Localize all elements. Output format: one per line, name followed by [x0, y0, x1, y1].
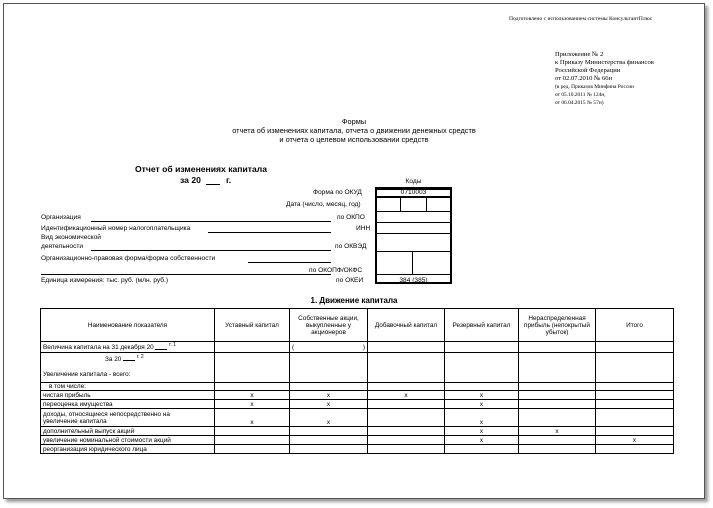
- row-label: [41, 409, 215, 427]
- unit-label: Единица измерения: тыс. руб. (млн. руб.): [41, 277, 169, 284]
- appendix-line: Российской Федерации: [555, 67, 621, 74]
- table-cell[interactable]: [519, 436, 596, 445]
- not-applicable-mark: x: [445, 436, 519, 445]
- not-applicable-mark: x: [368, 391, 445, 400]
- table-cell[interactable]: [596, 409, 674, 427]
- table-cell[interactable]: [290, 342, 368, 353]
- appendix-line: от 02.07.2010 № 66н: [555, 75, 613, 82]
- forms-heading: [4, 117, 704, 144]
- table-cell[interactable]: [290, 445, 368, 454]
- not-applicable-mark: x: [290, 400, 368, 409]
- table-row: [41, 342, 674, 353]
- not-applicable-mark: x: [596, 436, 674, 445]
- table-cell[interactable]: [519, 383, 596, 391]
- table-cell[interactable]: [519, 342, 596, 353]
- table-cell[interactable]: [519, 409, 596, 427]
- row1-label-text: Величина капитала на 31 декабря: [43, 344, 145, 352]
- appendix-line: Приложение № 2: [555, 51, 604, 58]
- not-applicable-mark: x: [290, 391, 368, 400]
- row2-label-text: За 20: [105, 356, 122, 364]
- table-cell[interactable]: [368, 383, 445, 391]
- paren-open: (: [292, 343, 295, 351]
- not-applicable-mark: x: [215, 400, 290, 409]
- table-row: [41, 383, 674, 391]
- section-title: 1. Движение капитала: [310, 296, 398, 305]
- okopf-divider: [412, 251, 413, 275]
- okpo-line: [375, 222, 452, 223]
- okud-label: Форма по ОКУД: [313, 189, 362, 196]
- table-cell[interactable]: [290, 427, 368, 436]
- table-row: [41, 409, 674, 427]
- table-cell[interactable]: [290, 436, 368, 445]
- table-cell[interactable]: [215, 353, 290, 383]
- inn-line[interactable]: [208, 232, 331, 233]
- row2-year-line: [123, 360, 135, 361]
- table-cell[interactable]: [215, 427, 290, 436]
- okopf-label: по ОКОПФ/ОКФС: [309, 267, 363, 274]
- table-cell[interactable]: [519, 445, 596, 454]
- okved-label: по ОКВЭД: [335, 243, 367, 250]
- table-cell[interactable]: [368, 445, 445, 454]
- legal-form-label: Организационно-правовая форма/форма собственности: [41, 255, 216, 262]
- report-period-suffix: г.: [226, 175, 232, 185]
- okpo-label: по ОКПО: [337, 214, 365, 221]
- table-cell[interactable]: [596, 427, 674, 436]
- table-cell[interactable]: [368, 353, 445, 383]
- row-label: [41, 353, 215, 383]
- forms-title: Формы: [341, 117, 367, 126]
- date-line: [375, 211, 452, 212]
- table-cell[interactable]: [290, 353, 368, 383]
- activity-label: Вид экономической: [41, 234, 101, 241]
- period-year-line: [206, 184, 220, 185]
- okopf-line: [375, 274, 452, 275]
- inn-code-line: [375, 233, 452, 234]
- row7-label-line: увеличение капитала: [43, 417, 107, 425]
- table-cell[interactable]: [519, 353, 596, 383]
- table-row: [41, 436, 674, 445]
- document-page: [3, 3, 705, 499]
- appendix-line: к Приказу Министерства финансов: [555, 59, 654, 66]
- table-cell[interactable]: [519, 391, 596, 400]
- forms-subtitle: и отчета о целевом использовании средств: [279, 135, 429, 144]
- column-header: Уставный капитал: [215, 309, 290, 342]
- okei-label: по ОКЕИ: [336, 277, 364, 284]
- table-row: [41, 445, 674, 454]
- row-label: дополнительный выпуск акций: [41, 427, 215, 436]
- paren-close: ): [362, 343, 365, 351]
- row7-label-line: доходы, относящиеся непосредственно на: [43, 410, 170, 418]
- row-label: реорганизация юридического лица: [41, 445, 215, 454]
- table-cell[interactable]: [368, 342, 445, 353]
- date-day-cell[interactable]: [375, 197, 401, 211]
- inn-label: Идентификационный номер налогоплательщика: [41, 225, 191, 232]
- table-cell[interactable]: [368, 436, 445, 445]
- table-cell[interactable]: [215, 383, 290, 391]
- legal-form-line[interactable]: [248, 262, 331, 263]
- inn-code-label: ИНН: [356, 225, 371, 232]
- appendix-block: [555, 51, 654, 107]
- org-label: Организация: [41, 214, 81, 221]
- activity-label: деятельности: [41, 243, 84, 250]
- legal-form-line-2[interactable]: [41, 274, 331, 275]
- not-applicable-mark: x: [215, 409, 290, 427]
- row-label: увеличение номинальной стоимости акций: [41, 436, 215, 445]
- row2-sup: г. 2: [136, 354, 144, 360]
- row-label: в том числе:: [41, 383, 215, 391]
- table-cell[interactable]: [368, 409, 445, 427]
- not-applicable-mark: x: [445, 391, 519, 400]
- column-header: Наименование показателя: [41, 309, 215, 342]
- org-line[interactable]: [91, 221, 331, 222]
- row1-year-line: [155, 349, 167, 350]
- not-applicable-mark: x: [445, 409, 519, 427]
- not-applicable-mark: x: [445, 400, 519, 409]
- table-cell[interactable]: [596, 391, 674, 400]
- activity-line[interactable]: [91, 250, 331, 251]
- table-cell[interactable]: [445, 342, 519, 353]
- table-row: [41, 391, 674, 400]
- table-cell[interactable]: [596, 383, 674, 391]
- codes-header: Коды: [405, 178, 422, 185]
- table-cell[interactable]: [290, 383, 368, 391]
- not-applicable-mark: x: [290, 409, 368, 427]
- not-applicable-mark: x: [215, 391, 290, 400]
- not-applicable-mark: x: [519, 427, 596, 436]
- row-label: переоценка имущества: [41, 400, 215, 409]
- date-month-cell[interactable]: [401, 197, 427, 211]
- okei-value: 384 (385): [399, 277, 428, 284]
- not-applicable-mark: x: [445, 427, 519, 436]
- table-cell[interactable]: [368, 400, 445, 409]
- column-header: Резервный капитал: [445, 309, 519, 342]
- table-row: [41, 400, 674, 409]
- date-label: Дата (число, месяц, год): [286, 201, 361, 208]
- row1-sup: г. 1: [169, 342, 177, 349]
- table-cell[interactable]: [215, 445, 290, 454]
- table-header-row: [41, 309, 674, 342]
- okud-code-value: 0710003: [400, 189, 427, 196]
- table-row: [41, 353, 674, 383]
- table-cell[interactable]: [596, 342, 674, 353]
- column-header: Собственные акции, выкупленные у акционеров: [290, 309, 368, 342]
- column-header: Добавочный капитал: [368, 309, 445, 342]
- appendix-line: (в ред. Приказов Минфина России: [555, 84, 635, 90]
- table-row: [41, 427, 674, 436]
- row1-year: 20: [146, 344, 154, 352]
- row3-label: Увеличение капитала - всего:: [43, 371, 131, 379]
- report-title: Отчет об изменениях капитала: [135, 164, 267, 174]
- table-cell[interactable]: [368, 427, 445, 436]
- table-cell[interactable]: [519, 400, 596, 409]
- table-cell[interactable]: [215, 342, 290, 353]
- table-cell[interactable]: [596, 400, 674, 409]
- table-cell[interactable]: [596, 445, 674, 454]
- table-cell[interactable]: [596, 353, 674, 383]
- source-note: Подготовлено с использованием системы КонсультантПлюс: [509, 16, 653, 22]
- column-header: Итого: [596, 309, 674, 342]
- table-cell[interactable]: [215, 436, 290, 445]
- row-label: чистая прибыль: [41, 391, 215, 400]
- column-header: Нераспределенная прибыль (непокрытый убыток): [519, 309, 596, 342]
- capital-movement-table: [40, 308, 674, 454]
- appendix-line: от 06.04.2015 № 57н): [555, 100, 604, 106]
- table-cell[interactable]: [445, 383, 519, 391]
- report-period-prefix: за 20: [180, 175, 201, 185]
- okved-line: [375, 251, 452, 252]
- appendix-line: от 05.10.2011 № 124н,: [555, 92, 606, 98]
- forms-subtitle: отчета об изменениях капитала, отчета о движении денежных средств: [232, 126, 476, 135]
- table-cell[interactable]: [445, 353, 519, 383]
- row-label: [41, 342, 215, 353]
- table-cell[interactable]: [445, 445, 519, 454]
